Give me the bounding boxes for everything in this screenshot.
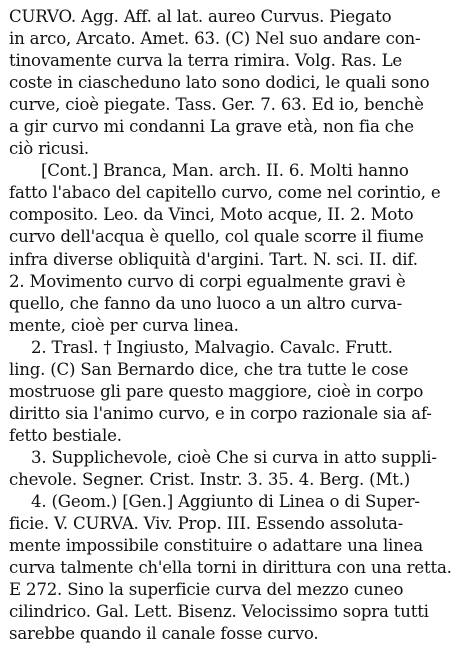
text-line: fetto bestiale.	[9, 425, 122, 445]
text-line: in arco, Arcato. Amet. 63. (C) Nel suo andare con-	[9, 29, 421, 49]
text-line: curva talmente ch'ella torni in dirittura con una retta.	[9, 558, 452, 578]
text-line: mente impossibile constituire o adattare una linea	[9, 536, 423, 556]
text-line: ling. (C) San Bernardo dice, che tra tutte le cose	[9, 359, 409, 379]
text-line: 2. Trasl. † Ingiusto, Malvagio. Cavalc. Frutt.	[31, 337, 393, 357]
text-line: diritto sia l'animo curvo, e in corpo razionale sia af-	[9, 403, 432, 423]
text-line: coste in ciascheduno lato sono dodici, le quali sono	[9, 73, 430, 93]
text-line: 2. Movimento curvo di corpi egualmente gravi è	[9, 271, 406, 291]
text-line: 4. (Geom.) [Gen.] Aggiunto di Linea o di Super-	[31, 492, 420, 512]
text-line: CURVO. Agg. Aff. al lat. aureo Curvus. Piegato	[9, 7, 392, 26]
text-line: chevole. Segner. Crist. Instr. 3. 35. 4. Berg. (Mt.)	[9, 469, 411, 489]
text-line: curve, cioè piegate. Tass. Ger. 7. 63. Ed io, benchè	[9, 95, 424, 115]
text-line: E 272. Sino la superficie curva del mezzo cuneo	[9, 580, 404, 600]
text-line: ciò ricusi.	[9, 139, 89, 159]
text-line: tinovamente curva la terra rimira. Volg. Ras. Le	[9, 51, 403, 71]
text-line: [Cont.] Branca, Man. arch. II. 6. Molti hanno	[41, 161, 409, 181]
text-line: 3. Supplichevole, cioè Che si curva in atto suppli-	[31, 447, 437, 467]
text-line: cilindrico. Gal. Lett. Bisenz. Velocissimo sopra tutti	[9, 602, 429, 622]
text-line: a gir curvo mi condanni La grave età, non fia che	[9, 117, 414, 137]
text-line: sarebbe quando il canale fosse curvo.	[9, 624, 319, 644]
text-line: quello, che fanno da uno luoco a un altro curva-	[9, 293, 403, 313]
text-line: mente, cioè per curva linea.	[9, 315, 239, 335]
text-line: infra diverse obliquità d'argini. Tart. N. sci. II. dif.	[9, 249, 418, 269]
text-line: fatto l'abaco del capitello curvo, come nel corintio, e	[9, 183, 441, 203]
text-line: ficie. V. CURVA. Viv. Prop. III. Essendo assoluta-	[9, 514, 404, 534]
text-line: mostruose gli pare questo maggiore, cioè in corpo	[9, 381, 424, 401]
text-line: curvo dell'acqua è quello, col quale scorre il fiume	[9, 227, 424, 247]
text-line: composito. Leo. da Vinci, Moto acque, II. 2. Moto	[9, 205, 414, 225]
